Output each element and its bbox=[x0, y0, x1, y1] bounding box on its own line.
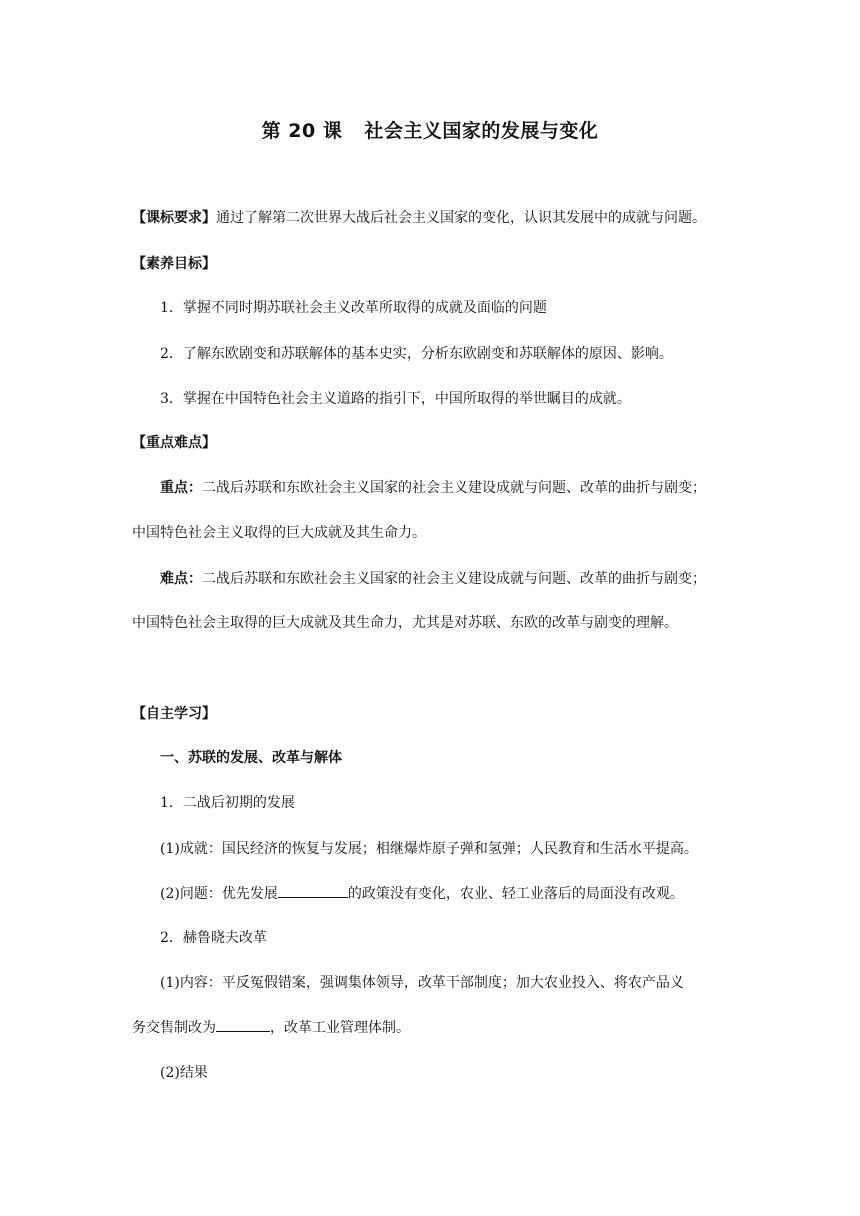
curriculum-label: 【课标要求】 bbox=[132, 210, 216, 226]
result-heading: (2)结果 bbox=[160, 1065, 208, 1081]
content-line: (1)内容：平反冤假错案，强调集体领导，改革干部制度；加大农业投入、将农产品义 bbox=[160, 975, 684, 991]
achievement-line: (1)成就：国民经济的恢复与发展；相继爆炸原子弹和氢弹；人民教育和生活水平提高。 bbox=[160, 841, 698, 857]
curriculum-text: 通过了解第二次世界大战后社会主义国家的变化，认识其发展中的成就与问题。 bbox=[216, 210, 706, 226]
focus-line-continued: 中国特色社会主义取得的巨大成就及其生命力。 bbox=[132, 525, 426, 541]
focus-line bbox=[160, 478, 760, 498]
fill-in-blank[interactable] bbox=[216, 1017, 270, 1032]
difficulty-line bbox=[160, 569, 760, 589]
literacy-item: 1．掌握不同时期苏联社会主义改革所取得的成就及面临的问题 bbox=[160, 300, 547, 316]
problem-text-before: (2)问题：优先发展 bbox=[160, 886, 278, 902]
subsection-heading: 2．赫鲁晓夫改革 bbox=[160, 930, 267, 946]
content-text-after: ，改革工业管理体制。 bbox=[270, 1020, 410, 1036]
lesson-number: 第 20 课 bbox=[261, 120, 343, 142]
key-points-label: 【重点难点】 bbox=[132, 435, 216, 451]
self-study-label: 【自主学习】 bbox=[132, 706, 216, 722]
curriculum-requirement bbox=[132, 208, 732, 228]
difficulty-line-continued: 中国特色社会主取得的巨大成就及其生命力，尤其是对苏联、东欧的改革与剧变的理解。 bbox=[132, 615, 678, 631]
fill-in-blank[interactable] bbox=[278, 883, 348, 898]
problem-text-after: 的政策没有变化，农业、轻工业落后的局面没有改观。 bbox=[347, 886, 684, 902]
literacy-item: 2．了解东欧剧变和苏联解体的基本史实，分析东欧剧变和苏联解体的原因、影响。 bbox=[160, 346, 673, 362]
content-line-continued bbox=[132, 1017, 732, 1038]
difficulty-label: 难点： bbox=[160, 571, 202, 587]
content-text-before: 务交售制改为 bbox=[132, 1020, 216, 1036]
lesson-title bbox=[0, 116, 860, 143]
literacy-item: 3．掌握在中国特色社会主义道路的指引下，中国所取得的举世瞩目的成就。 bbox=[160, 391, 631, 407]
subsection-heading: 1．二战后初期的发展 bbox=[160, 795, 295, 811]
difficulty-text: 二战后苏联和东欧社会主义国家的社会主义建设成就与问题、改革的曲折与剧变； bbox=[202, 571, 706, 587]
section-heading: 一、苏联的发展、改革与解体 bbox=[160, 750, 342, 766]
focus-label: 重点： bbox=[160, 480, 202, 496]
problem-line bbox=[160, 883, 760, 904]
focus-text: 二战后苏联和东欧社会主义国家的社会主义建设成就与问题、改革的曲折与剧变； bbox=[202, 480, 706, 496]
lesson-topic: 社会主义国家的发展与变化 bbox=[364, 120, 599, 142]
literacy-label: 【素养目标】 bbox=[132, 256, 216, 272]
